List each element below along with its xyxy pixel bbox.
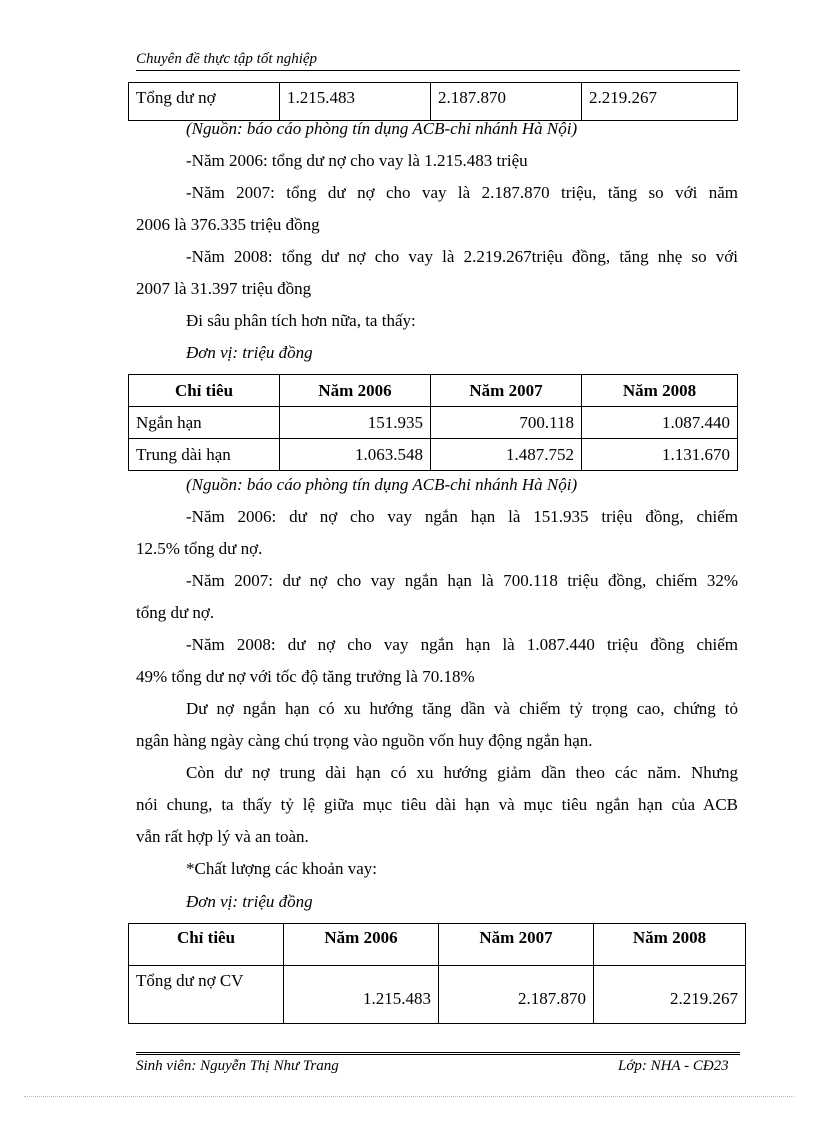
table-cell: Ngắn hạn <box>129 407 280 439</box>
paragraph-line: tổng dư nợ. <box>136 603 215 622</box>
unit-label: Đơn vị: triệu đồng <box>186 892 313 911</box>
table-cell: Trung dài hạn <box>129 439 280 471</box>
table-row <box>129 407 738 439</box>
unit-label: Đơn vị: triệu đồng <box>186 343 313 362</box>
loan-quality-table <box>128 923 746 1024</box>
table-cell: 700.118 <box>431 407 582 439</box>
paragraph-line: vẫn rất hợp lý và an toàn. <box>136 827 309 846</box>
table-header-row <box>129 375 738 407</box>
table-row <box>129 966 746 1024</box>
source-note: (Nguồn: báo cáo phòng tín dụng ACB-chi nhánh Hà Nội) <box>186 475 578 494</box>
table-cell: 2.219.267 <box>594 966 746 1024</box>
table-header-row <box>129 924 746 966</box>
source-note: (Nguồn: báo cáo phòng tín dụng ACB-chi nhánh Hà Nội) <box>186 119 578 138</box>
footer-class: Lớp: NHA - CĐ23 <box>618 1058 729 1074</box>
paragraph-line: -Năm 2007: tổng dư nợ cho vay là 2.187.870 triệu, tăng so với năm <box>186 183 738 202</box>
column-header: Năm 2008 <box>594 924 746 966</box>
paragraph-line: -Năm 2008: dư nợ cho vay ngắn hạn là 1.087.440 triệu đồng chiếm <box>186 635 738 654</box>
paragraph-line: 2006 là 376.335 triệu đồng <box>136 215 320 234</box>
table-cell: 2.187.870 <box>439 966 594 1024</box>
paragraph-line: 12.5% tổng dư nợ. <box>136 539 263 558</box>
table-cell: 1.087.440 <box>582 407 738 439</box>
footer-divider <box>136 1052 740 1055</box>
column-header: Năm 2006 <box>284 924 439 966</box>
paragraph-line: ngân hàng ngày càng chú trọng vào nguồn vốn huy động ngắn hạn. <box>136 731 593 750</box>
table-cell: 1.215.483 <box>284 966 439 1024</box>
table-cell: 2.187.870 <box>431 83 582 121</box>
paragraph-line: 2007 là 31.397 triệu đồng <box>136 279 312 298</box>
column-header: Năm 2007 <box>431 375 582 407</box>
column-header: Chỉ tiêu <box>129 924 284 966</box>
column-header: Năm 2007 <box>439 924 594 966</box>
paragraph-line: Còn dư nợ trung dài hạn có xu hướng giảm dần theo các năm. Nhưng <box>186 763 738 782</box>
column-header: Năm 2008 <box>582 375 738 407</box>
loan-term-table <box>128 374 738 471</box>
header-title: Chuyên đề thực tập tốt nghiệp <box>136 51 318 67</box>
paragraph-line: -Năm 2006: tổng dư nợ cho vay là 1.215.483 triệu <box>186 151 528 170</box>
paragraph-line: nói chung, ta thấy tỷ lệ giữa mục tiêu dài hạn và mục tiêu ngắn hạn của ACB <box>136 795 738 814</box>
column-header: Chỉ tiêu <box>129 375 280 407</box>
table-cell: Tổng dư nợ CV <box>129 966 284 1024</box>
table-cell: 1.131.670 <box>582 439 738 471</box>
column-header: Năm 2006 <box>280 375 431 407</box>
paragraph-line: *Chất lượng các khoản vay: <box>186 859 377 878</box>
total-debt-table-continued <box>128 82 738 121</box>
paragraph-line: Đi sâu phân tích hơn nữa, ta thấy: <box>186 311 416 330</box>
table-cell: 1.487.752 <box>431 439 582 471</box>
table-cell: 1.063.548 <box>280 439 431 471</box>
table-cell: 151.935 <box>280 407 431 439</box>
table-cell: 1.215.483 <box>280 83 431 121</box>
table-cell: 2.219.267 <box>582 83 738 121</box>
table-row <box>129 83 738 121</box>
paragraph-line: Dư nợ ngắn hạn có xu hướng tăng dần và chiếm tỷ trọng cao, chứng tỏ <box>186 699 738 718</box>
table-cell: Tổng dư nợ <box>129 83 280 121</box>
page-break-line <box>24 1096 794 1097</box>
paragraph-line: -Năm 2007: dư nợ cho vay ngắn hạn là 700.118 triệu đồng, chiếm 32% <box>186 571 738 590</box>
paragraph-line: 49% tổng dư nợ với tốc độ tăng trưởng là 70.18% <box>136 667 475 686</box>
footer-student: Sinh viên: Nguyễn Thị Như Trang <box>136 1058 339 1074</box>
page-header <box>136 50 740 71</box>
table-row <box>129 439 738 471</box>
paragraph-line: -Năm 2008: tổng dư nợ cho vay là 2.219.267triệu đồng, tăng nhẹ so với <box>186 247 738 266</box>
paragraph-line: -Năm 2006: dư nợ cho vay ngắn hạn là 151.935 triệu đồng, chiếm <box>186 507 738 526</box>
